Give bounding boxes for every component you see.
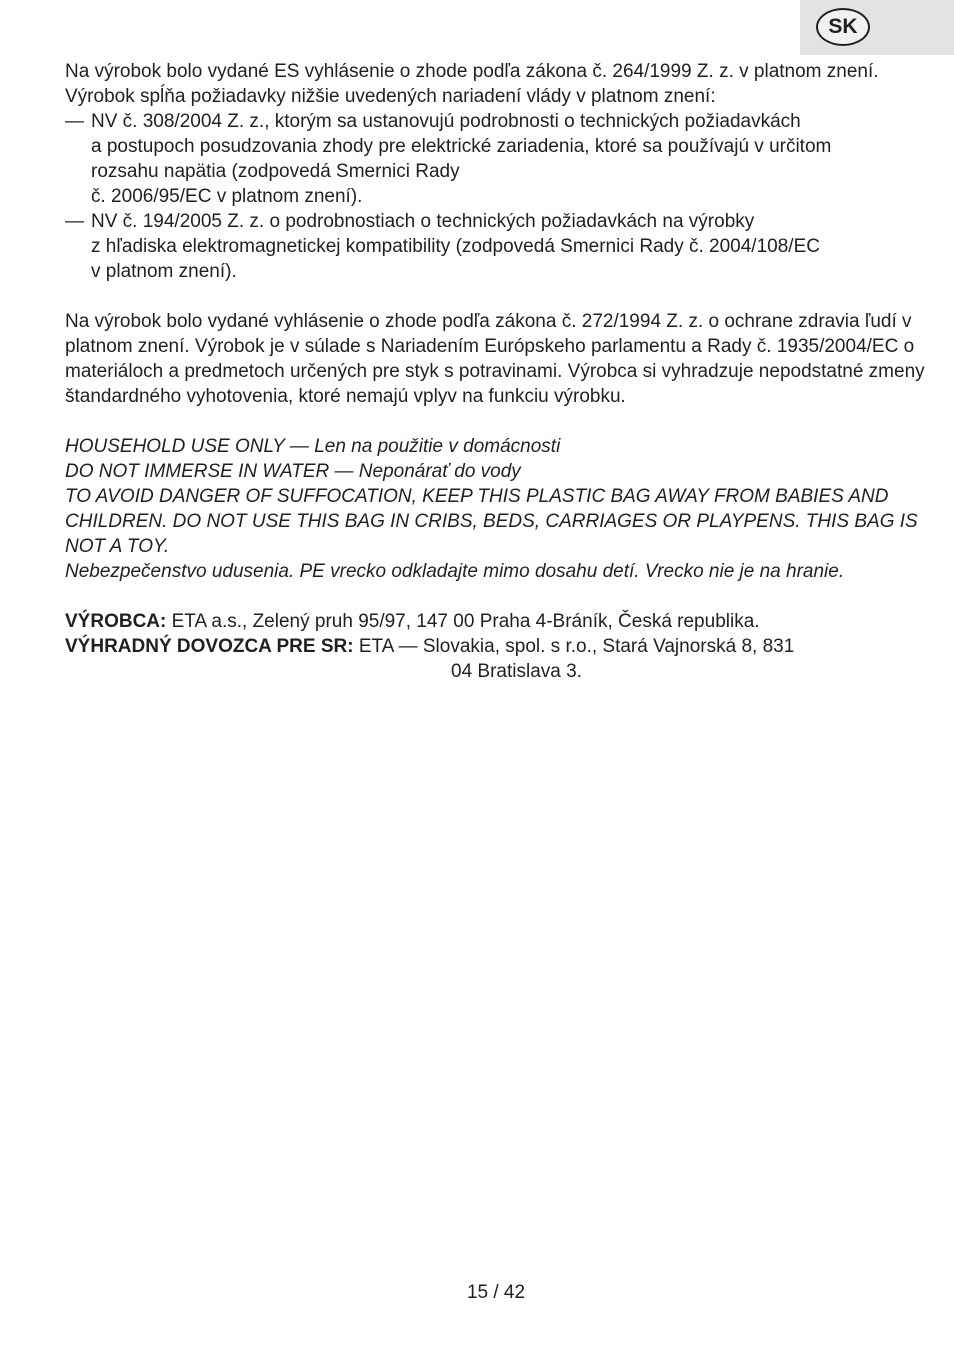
manufacturer-line [65, 609, 925, 634]
regulation-text: a postupoch posudzovania zhody pre elektrické zariadenia, ktoré sa používajú v určitom [91, 136, 832, 157]
warning-suffocation-en: TO AVOID DANGER OF SUFFOCATION, KEEP THIS PLASTIC BAG AWAY FROM BABIES AND CHILDREN. DO NOT USE THIS BAG IN CRIBS, BEDS, CARRIAGES OR PLAYPENS. THIS BAG IS NOT A TOY. [65, 486, 918, 557]
page-number: 15 / 42 [466, 1282, 526, 1303]
regulation-text: č. 2006/95/EC v platnom znení). [91, 186, 363, 207]
importer-address-continued: 04 Bratislava 3. [451, 661, 582, 682]
health-declaration: Na výrobok bolo vydané vyhlásenie o zhode podľa zákona č. 272/1994 Z. z. o ochrane zdravia ľudí v platnom znení. Výrobok je v súlade s Nariadením Európskeho parlamentu a Rady č. 1935/2004/EC o materiáloch a predmetoch určených pre styk s potravinami. Výrobca si vyhradzuje nepodstatné zmeny štandardného vyhotovenia, ktoré nemajú vplyv na funkciu výrobku. [65, 311, 925, 407]
manufacturer-label: VÝROBCA: [65, 611, 167, 632]
warning-suffocation-sk: Nebezpečenstvo udusenia. PE vrecko odkladajte mimo dosahu detí. Vrecko nie je na hranie. [65, 561, 845, 582]
list-dash: — [65, 111, 84, 132]
warning-water: DO NOT IMMERSE IN WATER — Neponárať do vody [65, 461, 521, 482]
warning-household: HOUSEHOLD USE ONLY — Len na použitie v domácnosti [65, 436, 561, 457]
regulation-text: rozsahu napätia (zodpovedá Smernici Rady [91, 161, 460, 182]
regulation-text: v platnom znení). [91, 261, 237, 282]
regulation-text: z hľadiska elektromagnetickej kompatibility (zodpovedá Smernici Rady č. 2004/108/EC [91, 236, 820, 257]
regulation-text: NV č. 194/2005 Z. z. o podrobnostiach o technických požiadavkách na výrobky [91, 211, 755, 232]
regulation-item [65, 209, 925, 284]
language-badge: SK [816, 8, 870, 46]
importer-line [65, 634, 925, 659]
declaration-intro: Na výrobok bolo vydané ES vyhlásenie o zhode podľa zákona č. 264/1999 Z. z. v platnom znení. Výrobok spĺňa požiadavky nižšie uvedených nariadení vlády v platnom znení: [65, 61, 879, 107]
importer-address: ETA — Slovakia, spol. s r.o., Stará Vajnorská 8, 831 [358, 636, 795, 657]
importer-label: VÝHRADNÝ DOVOZCA PRE SR: [65, 636, 354, 657]
regulation-text: NV č. 308/2004 Z. z., ktorým sa ustanovujú podrobnosti o technických požiadavkách [91, 111, 801, 132]
document-body [65, 59, 925, 684]
manufacturer-address: ETA a.s., Zelený pruh 95/97, 147 00 Praha 4-Bráník, Česká republika. [171, 611, 760, 632]
regulation-item [65, 109, 925, 209]
list-dash: — [65, 211, 84, 232]
language-tab [800, 0, 954, 55]
